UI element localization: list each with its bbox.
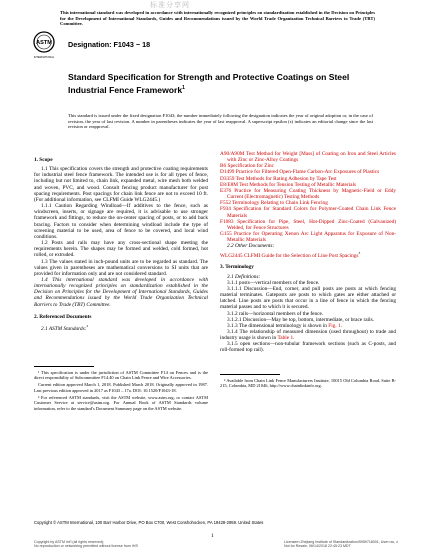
wto-notice: This international standard was developed in accordance with internationally recognized principles on standardization established in the Decision on Principles for the Development of International Standards, Guides and Recommendations issued by the World Trade Organization Technical Barriers to Trade (TBT) Committee. [60, 10, 375, 27]
section-heading-scope: 1. Scope [34, 157, 53, 163]
para-3-1-2-1: 3.1.2.1 Discussion—May be top, bottom, intermediate, or brace rails. [227, 316, 374, 323]
reference-code[interactable]: B6 [220, 163, 227, 170]
footnote-1: ¹ This specification is under the jurisdiction of ASTM Committee F14 on Fences and is the direct responsibility of Subcommittee F14.40 on Chain Link Fence and Wire Accessories. [34, 369, 208, 381]
para-3-1-3: 3.1.3 The dimensional terminology is shown in Fig. 1. [227, 322, 342, 329]
reference-item-clfmi[interactable] [220, 250, 396, 259]
para-1-4: 1.4 This international standard was developed in accordance with internationally recognized principles on standardization established in the Decision on Principles for the Development of International Standards, Guides and Recommendations issued by the World Trade Organization Technical Barriers to Trade (TBT) Committee. [34, 276, 208, 308]
para-2-1 [34, 323, 208, 332]
designation-note: This standard is issued under the fixed designation F1043; the number immediately following the designation indicates the year of original adoption or, in the case of revision, the year of last revision. A number in parentheses indicates the year of last reapproval. A superscript epsilon (ε) indicates an editorial change since the last revision or reapproval. [68, 113, 373, 130]
designation: Designation: F1043 − 18 [68, 40, 151, 49]
title-footnote-marker: 1 [182, 84, 185, 91]
document-title [68, 72, 368, 95]
para-2-1-sup: 2 [86, 323, 89, 328]
license-left-2: No reproduction or networking permitted without license from IHS [34, 544, 138, 549]
footnote-rule-right [220, 374, 280, 375]
reference-title[interactable]: Specification for Pipe, Steel, Hot-Dipped Zinc-Coated (Galvanized) Welded, for Fence Structures [227, 218, 396, 231]
logo-caption: INTERNATIONAL [33, 56, 55, 59]
reference-code[interactable]: WLG2445 [220, 252, 243, 259]
footnote-1b: Current edition approved March 1, 2018. Published March 2018. Originally approved in 1987. Last previous edition approved in 2017 as F1043 – 17a. DOI: 10.1520/F1043-18. [34, 382, 208, 393]
reference-code[interactable]: D1499 [220, 169, 235, 176]
reference-code[interactable]: D3359 [220, 175, 235, 182]
reference-sup: 3 [358, 250, 361, 255]
watermark: 标准分享网 [150, 1, 190, 9]
reference-title[interactable]: Terminology Relating to Chain Link Fencing [232, 200, 328, 207]
reference-item[interactable] [220, 188, 396, 200]
reference-title[interactable]: Test Methods for Tension Testing of Metallic Materials [239, 181, 357, 188]
reference-code[interactable]: F1083 [220, 218, 234, 225]
right-column [220, 151, 396, 390]
section-heading-terminology: 3. Terminology [220, 264, 254, 271]
license-left-1: Copyright by ASTM Int'l (all rights reserved); [34, 540, 105, 544]
para-3-1-1-1: 3.1.1.1 Discussion—End, corner, and pull posts are posts at which fencing material terminates. Gateposts are posts to which gates are either attached or latched. Line posts are posts that occur in a line of fence in which the fencing material passes and to which it is secured. [220, 285, 396, 311]
astm-logo [33, 31, 55, 61]
license-left [34, 540, 138, 549]
figure-link[interactable]: Fig. 1 [328, 322, 341, 329]
license-right-1: Licensee=Zhejiang Institute of Standardization/5959718001, User=xu, z [284, 540, 399, 544]
para-2-2: 2.2 Other Documents: [227, 243, 275, 250]
title-text: Standard Specification for Strength and Protective Coatings on Steel Industrial Fence Framework [68, 72, 350, 95]
footnote-2: ² For referenced ASTM standards, visit the ASTM website, www.astm.org, or contact ASTM Customer Service at service@astm.org. For Annual Book of ASTM Standards volume information, refer to the standard's Document Summary page on the ASTM website. [34, 395, 208, 411]
reference-title[interactable]: Test Methods for Rating Adhesion by Tape Test [235, 175, 337, 182]
logo-letters: ASTM [36, 40, 52, 47]
footnote-3: ³ Available from Chain Link Fence Manufacturers Institute, 10015 Old Columbia Road, Suite B-215, Columbia, MD 21046, http://www.chainlinkinfo.org. [220, 377, 396, 388]
para-3-1-4: 3.1.4 The relationship of measured dimension (used throughout) to trade and industry usage is shown in Table 1. [220, 328, 396, 342]
license-right [284, 540, 414, 549]
reference-item[interactable] [220, 206, 396, 218]
reference-code[interactable]: E376 [220, 187, 232, 194]
reference-item[interactable] [220, 231, 396, 243]
reference-code[interactable]: A90/A90M [220, 151, 245, 157]
page-number: 1 [211, 533, 214, 539]
license-strip [34, 540, 414, 549]
astm-logo-icon [33, 31, 55, 61]
reference-title[interactable]: Practice for Operating Xenon Arc Light Apparatus for Exposure of Non-Metallic Materials [227, 231, 397, 244]
reference-title[interactable]: Specification for Zinc [227, 163, 274, 170]
reference-title[interactable]: Test Method for Weight [Mass] of Coating on Iron and Steel Articles with Zinc or Zinc-Alloy Coatings [227, 151, 396, 164]
reference-code[interactable]: F552 [220, 200, 231, 207]
para-3-1-4-text: 3.1.4 The relationship of measured dimension (used throughout) to trade and industry usage is shown in [220, 328, 396, 342]
reference-title[interactable]: CLFMI Guide for the Selection of Line Post Spacings [243, 252, 359, 259]
footnotes-left [34, 370, 208, 411]
reference-item[interactable] [220, 219, 396, 231]
para-3-1-1: 3.1.1 posts—vertical members of the fence. [227, 279, 320, 286]
para-3-1-3-text: 3.1.3 The dimensional terminology is shown in [227, 322, 329, 329]
reference-title[interactable]: Specification for Standard Colors for Polymer-Coated Chain Link Fence Materials [227, 206, 396, 219]
reference-code[interactable]: F934 [220, 206, 231, 213]
reference-title[interactable]: Practice for Filtered Open-Flame Carbon-Arc Exposures of Plastics [235, 169, 380, 176]
section-heading-referenced: 2. Referenced Documents [34, 313, 92, 320]
copyright-footer: Copyright © ASTM International, 100 Barr Harbor Drive, PO Box C700, West Conshohocken, PA 19428-2959. United States [34, 520, 264, 525]
reference-item[interactable] [220, 151, 396, 163]
left-column [34, 151, 208, 413]
footnote-rule [34, 366, 94, 367]
reference-code[interactable]: G155 [220, 231, 232, 238]
para-1-1: 1.1 This specification covers the strength and protective coating requirements for industrial steel fence framework. The intended use is for all types of fence, including but not limited to, chain link, expanded metal, wire mesh both welded and woven, PVC, and wood. Consult fencing product manufacturer for post spacing requirements. Post spacings for chain link fence are not to exceed 10 ft. (For additional information, see CLFMI Guide WLG2445.) [34, 166, 208, 203]
reference-title[interactable]: Practice for Measuring Coating Thickness by Magnetic-Field or Eddy Current (Electromagnetic) Testing Methods [227, 187, 396, 201]
para-1-3: 1.3 The values stated in inch-pound units are to be regarded as standard. The values given in parentheses are mathematical conversions to SI units that are provided for information only and are not considered standard. [34, 258, 208, 277]
para-2-1-text: 2.1 ASTM Standards: [41, 325, 87, 332]
reference-list [220, 151, 396, 243]
footnotes-right [220, 378, 396, 389]
license-right-2: Not for Resale, 06/14/2018 22:45:23 MDT [284, 544, 351, 549]
para-3-1-5: 3.1.5 open sections—non-tubular framework sections (such as C-posts, and roll-formed top rail). [220, 341, 396, 354]
para-1-2: 1.2 Posts and rails may have any cross-sectional shape meeting the requirements herein. The shapes may be formed and welded, cold formed, hot rolled, or extruded. [34, 240, 208, 259]
reference-code[interactable]: E8/E8M [220, 181, 238, 188]
table-link[interactable]: Table 1 [277, 335, 294, 342]
para-1-1-1: 1.1.1 Caution Regarding Windload—If additives to the fence, such as windscreen, inserts, or signage are required, it is advisable to use stronger framework and fittings, to reduce the on-center spacing of posts, or to add back bracing. Factors to consider when determining windload include the type of screening material to be used, area of fence to be covered, and local wind conditions. [34, 203, 208, 240]
para-3-1-2: 3.1.2 rails—horizontal members of the fence. [227, 310, 324, 317]
para-3-1: 3.1 Definitions: [227, 273, 261, 280]
